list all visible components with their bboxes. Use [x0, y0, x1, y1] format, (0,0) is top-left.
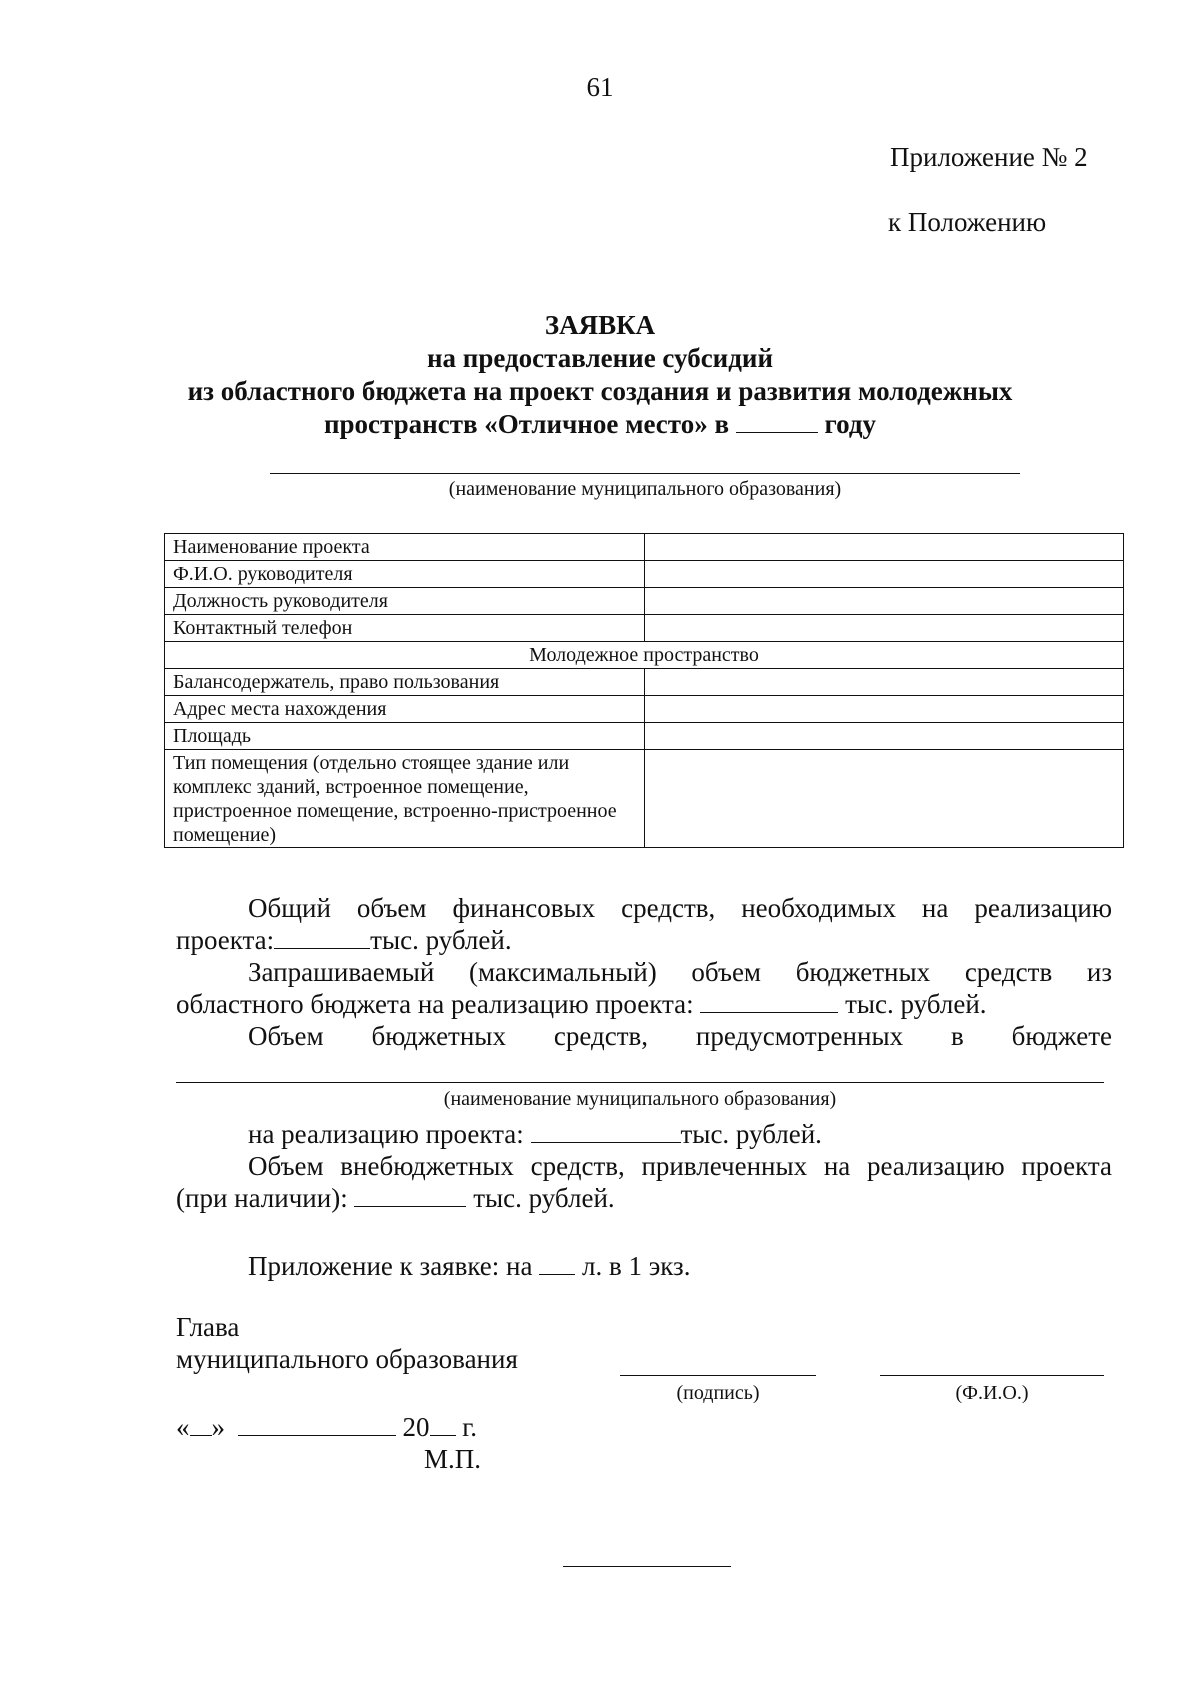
full-name-line[interactable]	[880, 1375, 1104, 1376]
date-line	[176, 1412, 477, 1443]
p2-line2	[176, 988, 1112, 1020]
full-name-caption: (Ф.И.О.)	[955, 1382, 1029, 1404]
p4-line2	[176, 1182, 1112, 1214]
date-quote-open: «	[176, 1412, 190, 1442]
row-label: Тип помещения (отдельно стоящее здание или комплекс зданий, встроенное помещение, пристроенное помещение, встроенно-пристроенное помещение)	[165, 750, 645, 848]
table-row	[165, 723, 1124, 750]
signature-caption: (подпись)	[676, 1382, 760, 1404]
total-amount-blank[interactable]	[274, 948, 370, 949]
p4-unit: тыс. рублей.	[473, 1183, 615, 1213]
table-row	[165, 615, 1124, 642]
row-label: Контактный телефон	[165, 615, 645, 642]
municipality-line[interactable]	[270, 473, 1020, 474]
p4-label: (при наличии):	[176, 1183, 348, 1213]
row-label: Балансодержатель, право пользования	[165, 669, 645, 696]
budget-municipality-caption: (наименование муниципального образования)	[443, 1088, 837, 1110]
p2-unit: тыс. рублей.	[845, 989, 987, 1019]
extrabudget-amount-blank[interactable]	[354, 1206, 466, 1207]
signature-line[interactable]	[620, 1375, 816, 1376]
row-label: Наименование проекта	[165, 534, 645, 561]
row-value[interactable]	[644, 669, 1124, 696]
row-value[interactable]	[644, 561, 1124, 588]
row-value[interactable]	[644, 615, 1124, 642]
p1-line2	[176, 924, 1112, 956]
title-line-4	[0, 409, 1200, 440]
budget-amount-blank[interactable]	[531, 1142, 681, 1143]
attachment-line	[176, 1250, 1112, 1282]
table-section-row	[165, 642, 1124, 669]
p4-line1: Объем внебюджетных средств, привлеченных на реализацию проекта	[248, 1151, 1112, 1181]
title-line-4-end: году	[824, 409, 876, 439]
p1-line1: Общий объем финансовых средств, необходимых на реализацию	[248, 893, 1112, 923]
p2-label: областного бюджета на реализацию проекта:	[176, 989, 694, 1019]
row-value[interactable]	[644, 696, 1124, 723]
month-blank[interactable]	[238, 1435, 396, 1436]
row-value[interactable]	[644, 723, 1124, 750]
row-label: Ф.И.О. руководителя	[165, 561, 645, 588]
sheets-count-blank[interactable]	[539, 1274, 575, 1275]
table-row	[165, 534, 1124, 561]
day-blank[interactable]	[190, 1435, 212, 1436]
attachment-copies: л. в 1 экз.	[581, 1251, 691, 1281]
p1-unit: тыс. рублей.	[370, 925, 512, 955]
requested-amount-blank[interactable]	[700, 1012, 838, 1013]
p2-line1: Запрашиваемый (максимальный) объем бюджетных средств из	[248, 957, 1112, 987]
title-line-4-start: пространств «Отличное место» в	[323, 409, 730, 439]
annex-number: Приложение № 2	[890, 142, 1088, 172]
year-suffix: г.	[462, 1412, 478, 1442]
head-title: Глава	[176, 1312, 240, 1342]
document-title: ЗАЯВКА	[544, 310, 656, 340]
title-line-2: на предоставление субсидий	[426, 343, 774, 373]
table-row	[165, 696, 1124, 723]
year-blank[interactable]	[736, 432, 818, 433]
year-prefix: 20	[402, 1412, 430, 1442]
p3-line1: Объем бюджетных средств, предусмотренных в бюджете	[248, 1021, 1112, 1051]
application-table	[164, 533, 1124, 848]
p1-label: проекта:	[176, 925, 275, 955]
end-divider	[563, 1566, 731, 1567]
attachment-label: Приложение к заявке: на	[248, 1251, 533, 1281]
row-value[interactable]	[644, 588, 1124, 615]
table-row	[165, 588, 1124, 615]
p3-label: на реализацию проекта:	[248, 1119, 524, 1149]
section-header: Молодежное пространство	[165, 642, 1124, 669]
annex-reference: к Положению	[888, 207, 1047, 237]
municipality-caption: (наименование муниципального образования)	[448, 478, 842, 500]
row-label: Площадь	[165, 723, 645, 750]
p3-line2	[176, 1118, 1112, 1150]
table-row	[165, 561, 1124, 588]
budget-municipality-line[interactable]	[176, 1082, 1104, 1083]
head-municipality: муниципального образования	[176, 1344, 518, 1374]
date-quote-close: »	[211, 1412, 225, 1442]
table-row	[165, 669, 1124, 696]
row-value[interactable]	[644, 750, 1124, 848]
stamp-place: М.П.	[424, 1444, 482, 1474]
year-suffix-blank[interactable]	[430, 1435, 456, 1436]
page-number: 61	[586, 72, 614, 102]
row-label: Адрес места нахождения	[165, 696, 645, 723]
row-value[interactable]	[644, 534, 1124, 561]
row-label: Должность руководителя	[165, 588, 645, 615]
p3-unit: тыс. рублей.	[680, 1119, 822, 1149]
table-row	[165, 750, 1124, 848]
title-line-3: из областного бюджета на проект создания и развития молодежных	[187, 376, 1013, 406]
